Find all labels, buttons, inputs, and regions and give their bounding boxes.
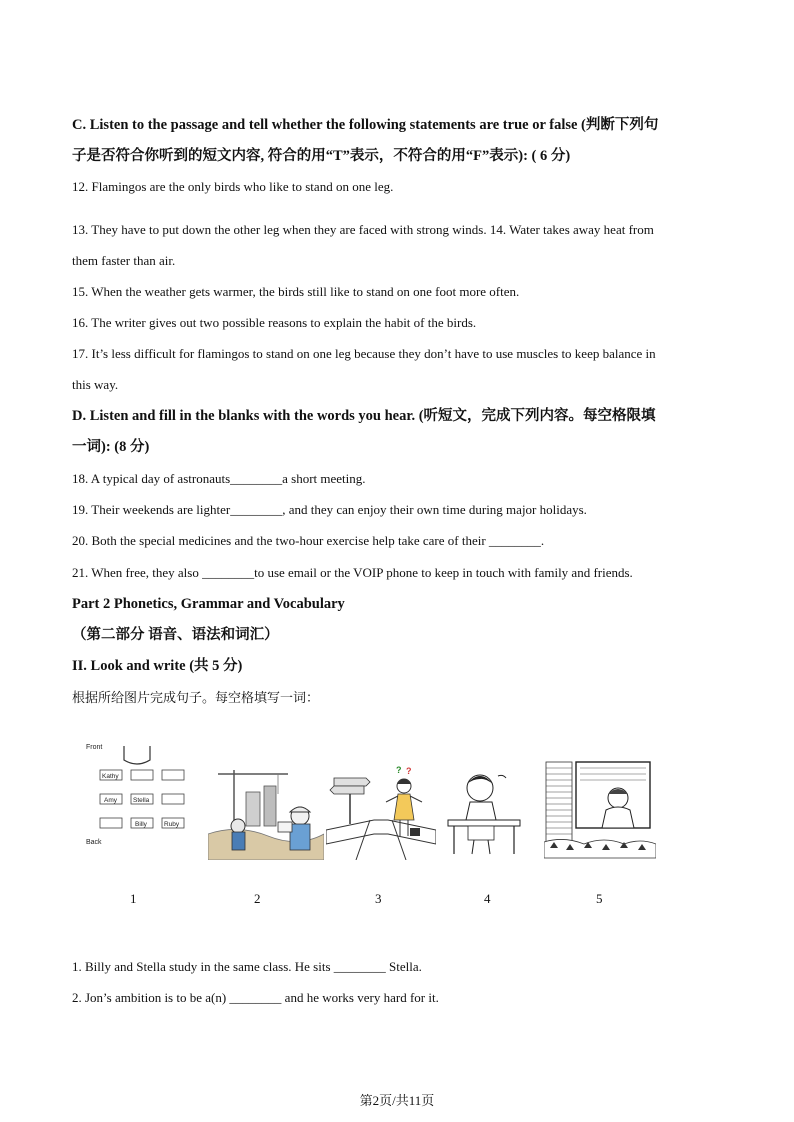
picture-number-3: 3 [375, 891, 382, 906]
seat-name-kathy: Kathy [102, 773, 119, 780]
seat-name-amy: Amy [104, 797, 117, 804]
seating-chart-picture [84, 738, 190, 848]
question-13-14-cont: them faster than air. [72, 253, 176, 268]
crossroads-girl-picture [326, 764, 436, 860]
engineer-construction-picture [208, 764, 324, 860]
seating-front-label: Front [86, 744, 103, 751]
seat-name-ruby: Ruby [164, 821, 180, 828]
section-c-heading: C. Listen to the passage and tell whether the following statements are true or false (判断下列句 [72, 117, 659, 133]
seating-back-label: Back [86, 839, 102, 846]
seat-name-billy: Billy [135, 821, 147, 828]
section-ii-title: II. Look and write (共 5 分) [72, 658, 243, 674]
question-17: 17. It’s less difficult for flamingos to stand on one leg because they don’t have to use muscles to keep balance in [72, 346, 656, 361]
look-write-question-2: 2. Jon’s ambition is to be a(n) ________ and he works very hard for it. [72, 990, 439, 1005]
question-18: 18. A typical day of astronauts________a short meeting. [72, 471, 366, 486]
picture-number-5: 5 [596, 891, 603, 906]
question-16: 16. The writer gives out two possible reasons to explain the habit of the birds. [72, 315, 477, 330]
question-12: 12. Flamingos are the only birds who like to stand on one leg. [72, 179, 394, 194]
question-17-cont: this way. [72, 377, 119, 392]
section-d-heading-cont: 一词): (8 分) [72, 439, 150, 455]
question-15: 15. When the weather gets warmer, the birds still like to stand on one foot more often. [72, 284, 520, 299]
boy-at-desk-picture [440, 764, 526, 860]
question-20: 20. Both the special medicines and the two-hour exercise help take care of their ________. [72, 533, 545, 548]
question-mark-icon: ? [396, 765, 402, 775]
section-d-heading: D. Listen and fill in the blanks with the words you hear. (听短文，完成下列内容。每空格限填 [72, 408, 656, 424]
part-2-title-cn: （第二部分 语音、语法和词汇） [72, 627, 279, 643]
picture-number-1: 1 [130, 891, 137, 906]
part-2-title: Part 2 Phonetics, Grammar and Vocabulary [72, 596, 345, 612]
seat-name-stella: Stella [133, 797, 150, 804]
look-write-question-1: 1. Billy and Stella study in the same class. He sits ________ Stella. [72, 959, 422, 974]
man-at-window-picture [544, 758, 656, 860]
section-ii-instruction: 根据所给图片完成句子。每空格填写一词： [72, 690, 320, 705]
picture-number-4: 4 [484, 891, 491, 906]
page-footer: 第2页/共11页 [359, 1093, 435, 1108]
question-19: 19. Their weekends are lighter________, and they can enjoy their own time during major holidays. [72, 502, 587, 517]
question-21: 21. When free, they also ________to use email or the VOIP phone to keep in touch with family and friends. [72, 565, 633, 580]
question-mark-icon: ? [406, 766, 412, 776]
section-c-heading-cont: 子是否符合你听到的短文内容, 符合的用“T”表示，不符合的用“F”表示): ( 6 分) [72, 148, 571, 164]
question-13-14: 13. They have to put down the other leg when they are faced with strong winds. 14. Water takes away heat from [72, 222, 654, 237]
picture-number-2: 2 [254, 891, 261, 906]
